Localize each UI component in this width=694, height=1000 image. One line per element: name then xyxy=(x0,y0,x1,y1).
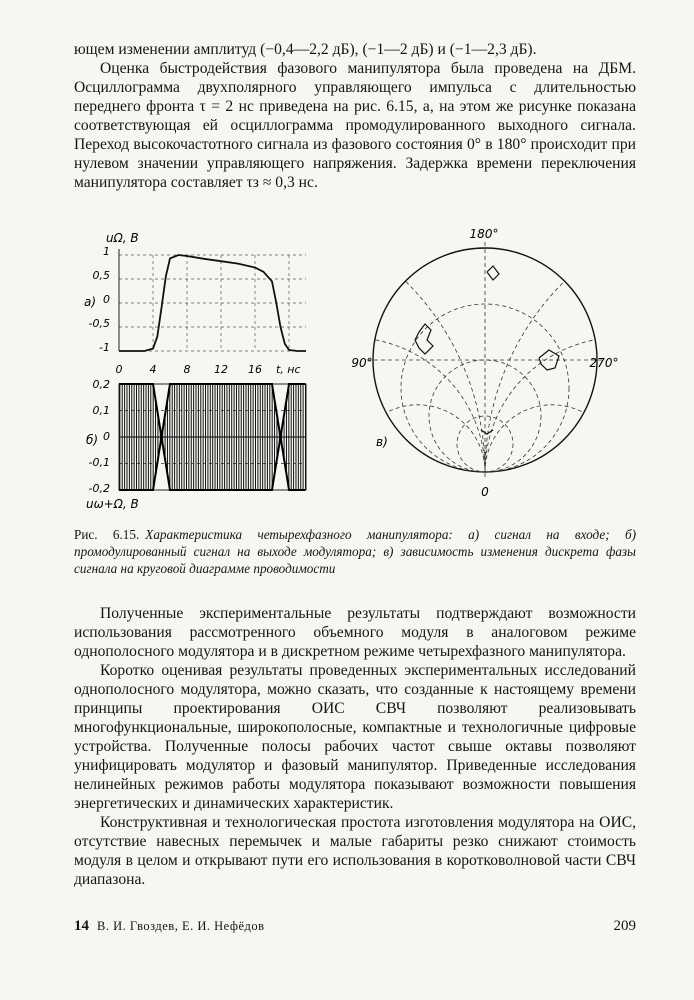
caption-text: Характеристика четырехфазного манипулятора: а) сигнал на входе; б) промодулированный сигнал на выходе модулятора; в) зависимость изменения дискрета фазы сигнала на круговой диаграмме проводимости xyxy=(74,527,636,576)
plot-a-xtick: 0 xyxy=(115,363,123,376)
paragraph-continuation: ющем изменении амплитуд (−0,4—2,2 дБ), (−1—2 дБ) и (−1—2,3 дБ). xyxy=(74,41,537,58)
plot-a-ylabel: uΩ, В xyxy=(106,231,139,245)
paragraph-conclusion: Конструктивная и технологическая простота изготовления модулятора на ОИС, отсутствие навесных перемычек и малые габариты резко снижают стоимость модуля в целом и открывают пути его использования в коротковолновой части СВЧ диапазона. xyxy=(74,814,636,888)
plot-b-ytick: 0,2 xyxy=(92,378,110,391)
caption-label: Рис. 6.15. xyxy=(74,527,140,542)
figure-svg xyxy=(64,222,654,522)
polar-susceptance-arc xyxy=(485,338,654,522)
polar-panel-label: в) xyxy=(376,435,388,449)
figure-6-15 xyxy=(64,222,654,522)
plot-a xyxy=(84,231,306,376)
signature-mark: 14 xyxy=(74,918,89,934)
polar-label-right: 270° xyxy=(589,356,619,370)
figure-caption xyxy=(74,526,636,577)
page-footer xyxy=(74,918,636,935)
paragraph-summary: Коротко оценивая результаты проведенных экспериментальных исследований однополосного модулятора, можно сказать, что созданные к настоящему времени принципы проектирования ОИС СВЧ позволяют реализовывать многофункциональные, широкополосные, компактные и технологичные цифровые устройства. Полученные полосы рабочих частот свыше октавы позволяют унифицировать модулятор и фазовый манипулятор. Приведенные исследования нелинейных режимов работы модулятора показывают возможности повышения энергетических и динамических характеристик. xyxy=(74,662,636,812)
polar-label-left: 90° xyxy=(351,356,373,370)
plot-a-xtick: 16 xyxy=(248,363,262,376)
polar-susceptance-arc xyxy=(485,222,654,522)
plot-a-ytick: -0,5 xyxy=(88,317,110,330)
plot-b xyxy=(86,378,306,511)
plot-a-xtick: 4 xyxy=(149,363,157,376)
footer-authors: В. И. Гвоздев, Е. И. Нефёдов xyxy=(97,919,265,933)
polar-label-bottom: 0 xyxy=(481,485,489,499)
paragraph-results: Полученные экспериментальные результаты подтверждают возможности использования рассмотренного объемного модуля в аналоговом режиме однополосного модулятора и в дискретном режиме четырехфазного манипулятора. xyxy=(74,605,636,660)
plot-b-ytick: 0 xyxy=(103,430,110,443)
polar-phase-traces xyxy=(415,266,559,434)
plot-b-ytick: -0,2 xyxy=(88,482,110,495)
plot-b-ytick: 0,1 xyxy=(92,404,110,417)
plot-a-ytick: -1 xyxy=(99,341,110,354)
plot-b-ylabel: uω+Ω, В xyxy=(86,497,139,511)
plot-a-ytick: 1 xyxy=(103,245,110,258)
plot-a-panel-label: а) xyxy=(84,295,97,309)
plot-a-grid xyxy=(119,249,306,351)
paragraph-speed-estimate: Оценка быстродействия фазового манипулятора была проведена на ДБМ. Осциллограмма двухполярного управляющего импульса с длительностью переднего фронта τ = 2 нс приведена на рис. 6.15, а, на этом же рисунке показана соответствующая ей осциллограмма промодулированного выходного сигнала. Переход высокочастотного сигнала из фазового состояния 0° в 180° происходит при нулевом значении управляющего напряжения. Задержка времени переключения манипулятора составляет τз ≈ 0,3 нс. xyxy=(74,60,636,191)
polar-phase-trace xyxy=(487,266,499,280)
plot-a-ytick: 0 xyxy=(103,293,110,306)
page-number: 209 xyxy=(613,918,636,934)
plot-b-ytick: -0,1 xyxy=(88,456,110,469)
plot-a-xticks xyxy=(116,363,301,376)
plot-b-panel-label: б) xyxy=(86,433,99,447)
bottom-text xyxy=(74,604,636,889)
plot-a-xtick: 8 xyxy=(183,363,191,376)
top-text xyxy=(74,40,636,192)
plot-a-xunit: t, нс xyxy=(276,363,301,376)
polar-phase-trace xyxy=(415,324,433,354)
plot-a-xtick: 12 xyxy=(214,363,228,376)
polar-label-top: 180° xyxy=(469,227,499,241)
plot-a-ytick: 0,5 xyxy=(92,269,110,282)
